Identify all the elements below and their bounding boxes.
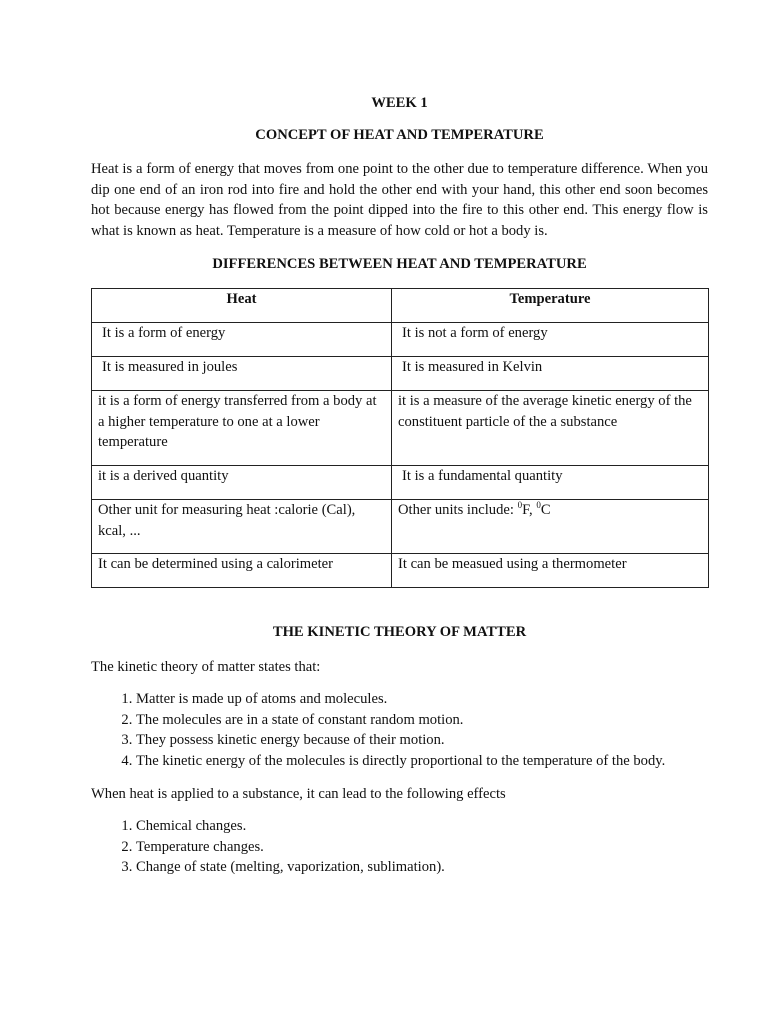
heat-effects-lead: When heat is applied to a substance, it can lead to the following effects (91, 786, 506, 802)
week-label: WEEK 1 (371, 95, 428, 111)
temperature-cell: it is a measure of the average kinetic energy of the constituent particle of the a substance (392, 391, 709, 466)
heat-cell: Other unit for measuring heat :calorie (Cal), kcal, ... (92, 500, 392, 554)
column-header-heat: Heat (92, 289, 392, 323)
kinetic-theory-heading: THE KINETIC THEORY OF MATTER (272, 624, 527, 640)
celsius-unit: C (540, 502, 551, 518)
table-row (92, 466, 709, 500)
fahrenheit-unit: F, (522, 502, 537, 518)
degree-superscript: 0 (517, 500, 523, 511)
kinetic-theory-list (91, 689, 708, 771)
intro-paragraph: Heat is a form of energy that moves from one point to the other due to temperature difference. When you dip one end of an iron rod into fire and hold the other end with your hand, this other end soon becomes hot because energy has flowed from the point dipped into the fire to this other end. This energy flow is what is known as heat. Temperature is a measure of how cold or hot a body is. (91, 161, 708, 239)
list-item: 1. Chemical changes. (136, 816, 708, 837)
heat-cell: it is a form of energy transferred from a body at a higher temperature to one at a lower temperature (92, 391, 392, 466)
table-row (92, 554, 709, 588)
table-header-row (92, 289, 709, 323)
differences-heading: DIFFERENCES BETWEEN HEAT AND TEMPERATURE (212, 256, 587, 272)
temperature-cell: It is not a form of energy (392, 323, 709, 357)
temperature-cell: It is measured in Kelvin (392, 357, 709, 391)
degree-superscript: 0 (536, 500, 541, 511)
heat-cell: It can be determined using a calorimeter (92, 554, 392, 588)
column-header-temperature: Temperature (392, 289, 709, 323)
list-item: 2. Temperature changes. (136, 837, 708, 858)
list-item: 3. Change of state (melting, vaporization, sublimation). (136, 857, 708, 878)
heat-effects-list (91, 816, 708, 878)
list-item: 4. The kinetic energy of the molecules is directly proportional to the temperature of the body. (136, 751, 708, 772)
temperature-cell (392, 500, 709, 554)
list-item: 2. The molecules are in a state of constant random motion. (136, 710, 708, 731)
document-page (91, 93, 708, 878)
list-item: 3. They possess kinetic energy because of their motion. (136, 730, 708, 751)
temperature-cell: It is a fundamental quantity (392, 466, 709, 500)
table-row (92, 500, 709, 554)
heat-cell: It is a form of energy (92, 323, 392, 357)
temperature-cell: It can be measued using a thermometer (392, 554, 709, 588)
heat-cell: it is a derived quantity (92, 466, 392, 500)
table-row (92, 357, 709, 391)
page-title: CONCEPT OF HEAT AND TEMPERATURE (255, 127, 544, 143)
kinetic-theory-lead: The kinetic theory of matter states that: (91, 659, 321, 675)
table-row (92, 323, 709, 357)
list-item: 1. Matter is made up of atoms and molecules. (136, 689, 708, 710)
differences-table (91, 288, 709, 588)
heat-cell: It is measured in joules (92, 357, 392, 391)
units-text: Other units include: (398, 502, 518, 518)
table-row (92, 391, 709, 466)
